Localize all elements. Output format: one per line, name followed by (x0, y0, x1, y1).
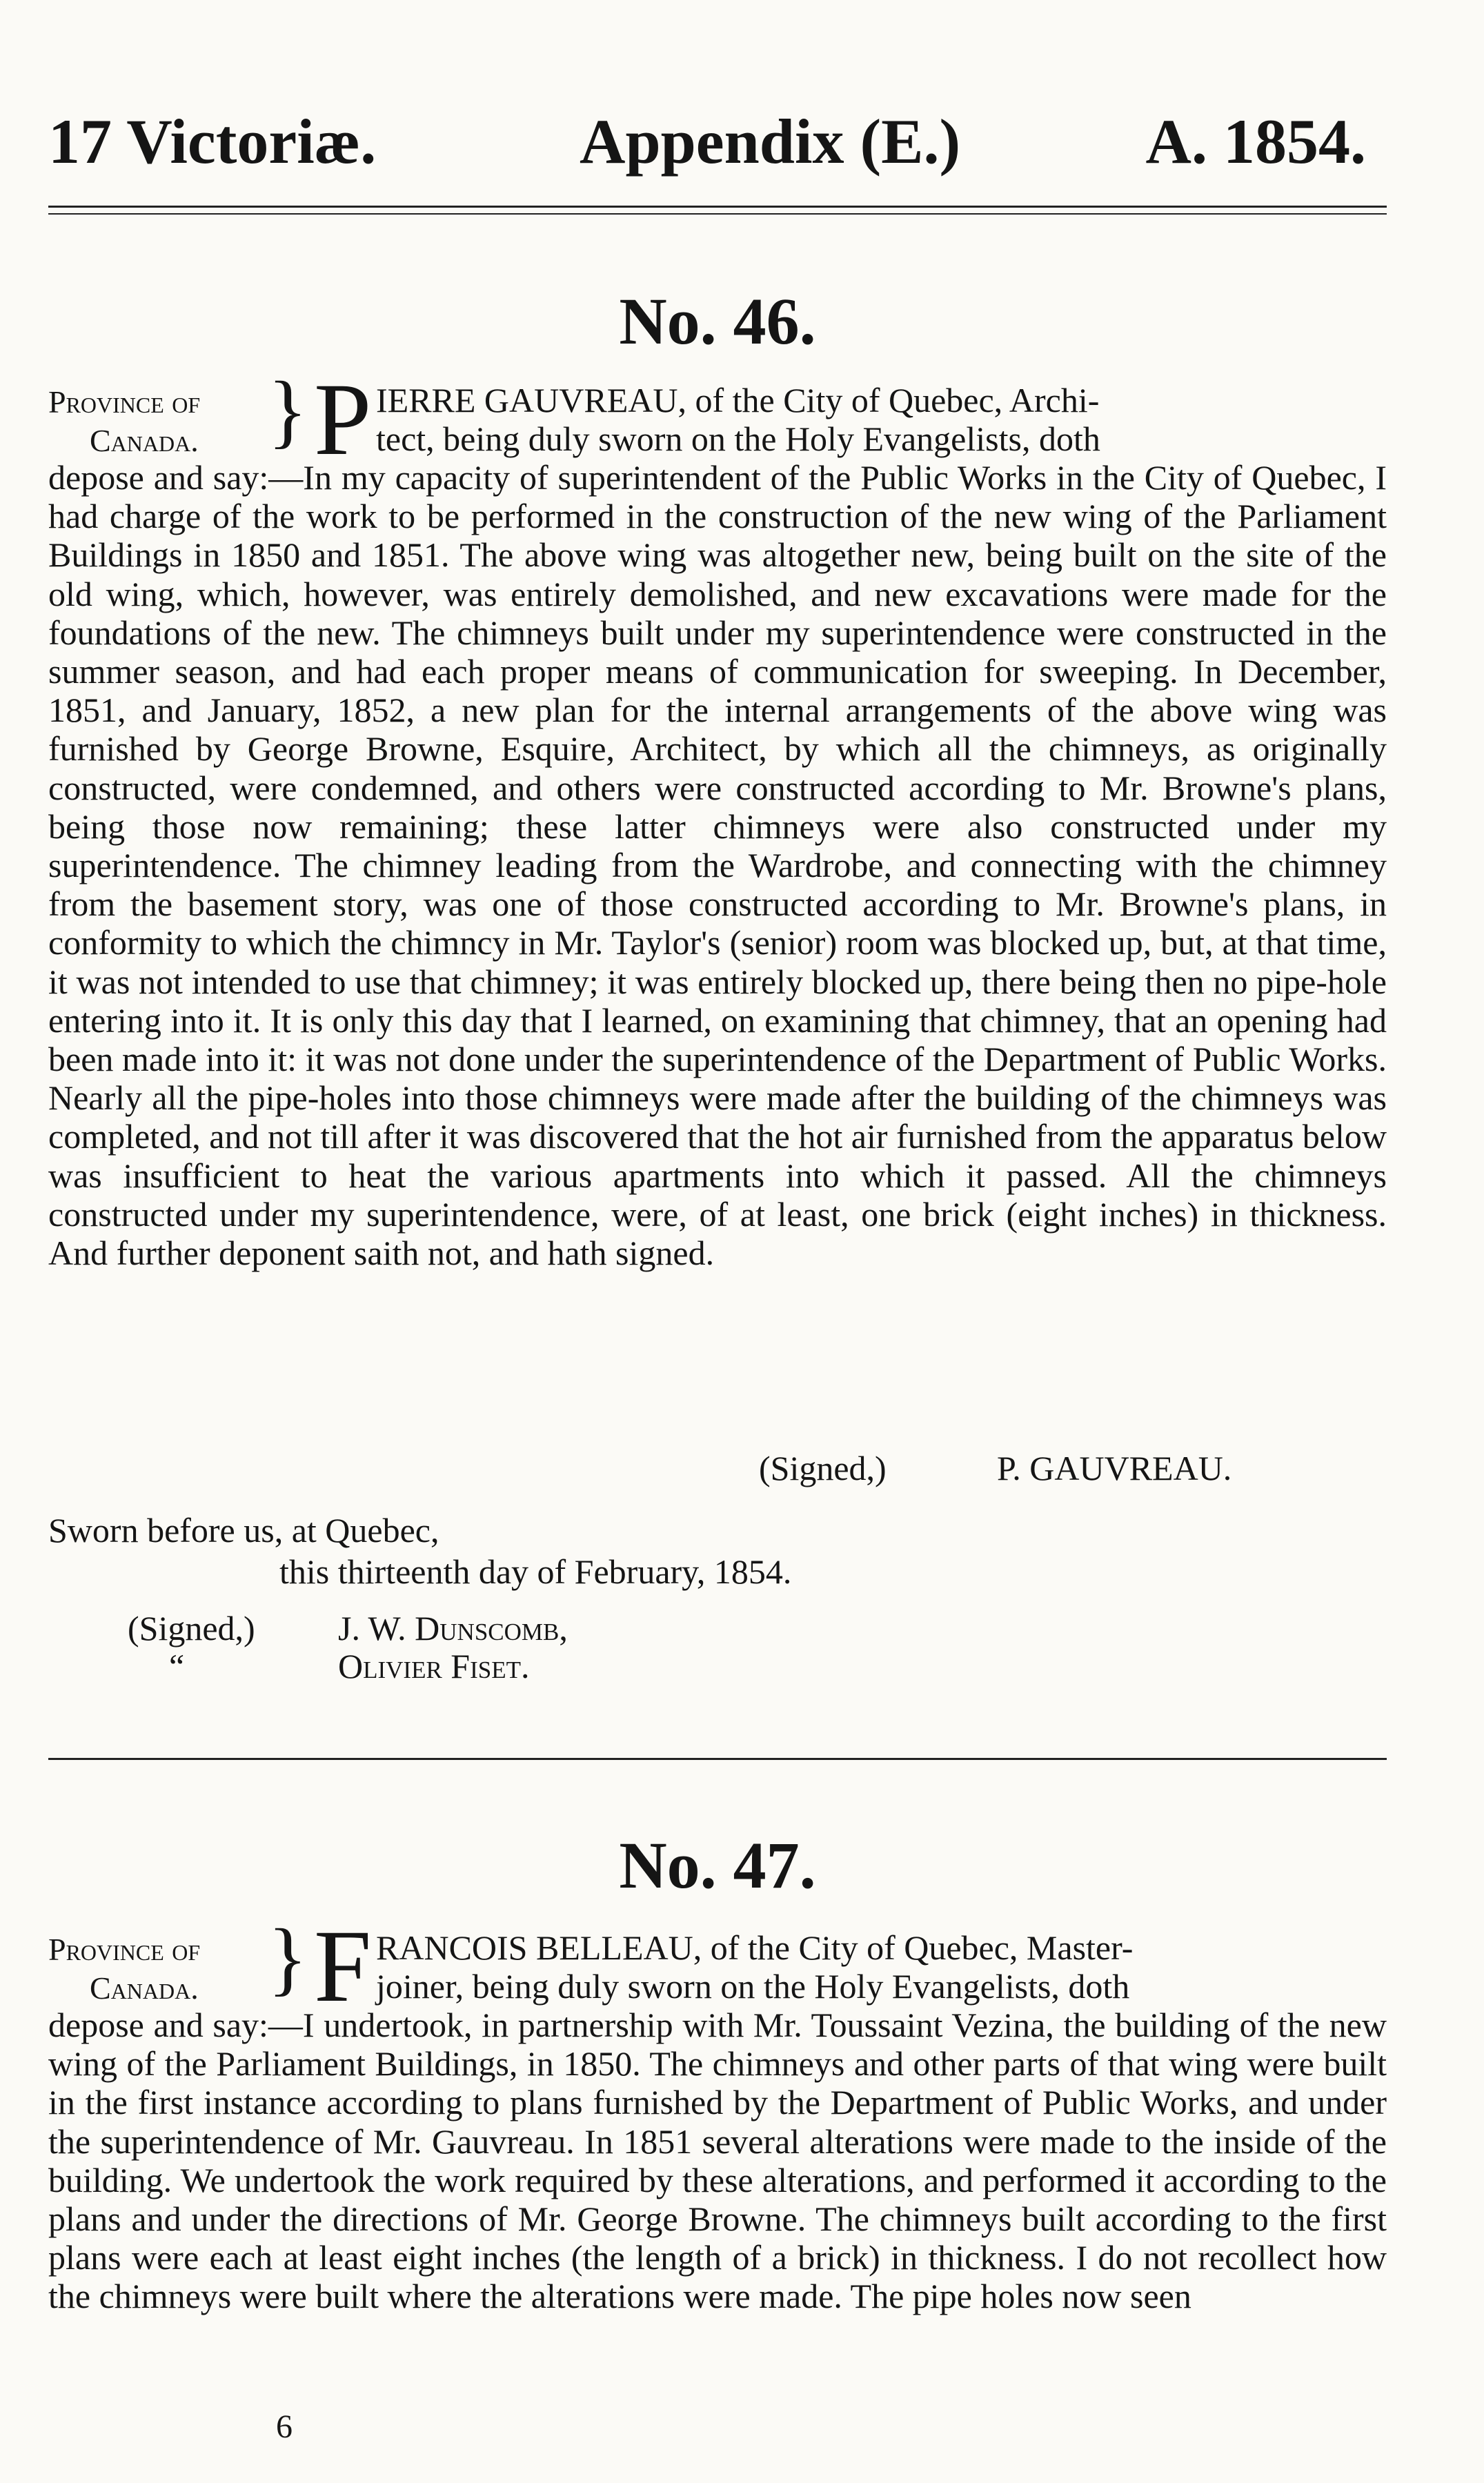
lead-line1-47: RANCOIS BELLEAU, of the City of Quebec, Master- (376, 1928, 1134, 1967)
brace-46: } (268, 364, 308, 456)
document-page (48, 0, 1387, 2483)
section-title-47: No. 47. (619, 1828, 816, 1902)
header-rule (48, 206, 1387, 215)
dropcap-46: P (314, 362, 372, 477)
sworn-line1: Sworn before us, at Quebec, (48, 1511, 439, 1550)
witness-name-1: J. W. Dunscomb, (338, 1609, 568, 1648)
page-number: 6 (276, 2408, 293, 2445)
signed-label-46: (Signed,) (759, 1449, 887, 1487)
province-line2: Canada. (90, 1970, 199, 2006)
header-session: 17 Victoriæ. (48, 106, 377, 177)
header-year: A. 1854. (1145, 106, 1366, 177)
section-title-46: No. 46. (619, 284, 816, 358)
witness-ditto-mark: “ (169, 1647, 185, 1685)
header-appendix: Appendix (E.) (580, 106, 961, 177)
section-divider (48, 1758, 1387, 1760)
province-line1: Province of (48, 1932, 201, 1967)
province-line1: Province of (48, 384, 201, 419)
deposition-body-46: depose and say:—In my capacity of superintendent of the Public Works in the City of Quebec, I had charge of the work to be performed in the construction of the new wing of the Parliament Buildings in 1850 and 1851. The above wing was altogether new, being built on the site of the old wing, which, however, was entirely demolished, and new excavations were made for the foundations of the new. The chimneys built under my superintendence were constructed in the summer season, and had each proper means of communication for sweeping. In December, 1851, and January, 1852, a new plan for the internal arrangements of the above wing was furnished by George Browne, Esquire, Architect, by which all the chimneys, as originally constructed, were condemned, and others were constructed according to Mr. Browne's plans, being those now remaining; these latter chimneys were also constructed under my superintendence. The chimney leading from the Wardrobe, and connecting with the chimney from the basement story, was one of those constructed according to Mr. Browne's plans, in conformity to which the chimncy in Mr. Taylor's (senior) room was blocked up, but, at that time, it was not intended to use that chimney; it was entirely blocked up, there being then no pipe-hole entering into it. It is only this day that I learned, on examining that chimney, that an opening had been made into it: it was not done under the superintendence of the Department of Public Works. Nearly all the pipe-holes into those chimneys were made after the building of the chimneys was completed, and not till after it was discovered that the hot air furnished from the apparatus below was insufficient to heat the various apartments into which it passed. All the chimneys constructed under my superintendence, were, of at least, one brick (eight inches) in thickness. And further deponent saith not, and hath signed. (48, 458, 1387, 1273)
witness-name-2: Olivier Fiset. (338, 1647, 530, 1685)
lead-line2-47: joiner, being duly sworn on the Holy Evangelists, doth (376, 1967, 1130, 2006)
dropcap-47: F (314, 1909, 372, 2024)
brace-47: } (268, 1912, 308, 2004)
sworn-line2: this thirteenth day of February, 1854. (279, 1552, 792, 1591)
witness-signed-label: (Signed,) (128, 1609, 255, 1648)
deposition-body-47: depose and say:—I undertook, in partnership with Mr. Toussaint Vezina, the building of the new wing of the Parliament Buildings, in 1850. The chimneys and other parts of that wing were built in the first instance according to plans furnished by the Department of Public Works, and under the superintendence of Mr. Gauvreau. In 1851 several alterations were made to the inside of the building. We undertook the work required by these alterations, and performed it according to the plans and under the directions of Mr. George Browne. The chimneys built according to the first plans were each at least eight inches (the length of a brick) in thickness. I do not recollect how the chimneys were built where the alterations were made. The pipe holes now seen (48, 2006, 1387, 2316)
lead-line2-46: tect, being duly sworn on the Holy Evangelists, doth (376, 419, 1100, 458)
signer-name-46: P. GAUVREAU. (997, 1449, 1232, 1487)
province-line2: Canada. (90, 423, 199, 458)
lead-line1-46: IERRE GAUVREAU, of the City of Quebec, Archi- (376, 381, 1100, 419)
running-header (48, 103, 1387, 179)
